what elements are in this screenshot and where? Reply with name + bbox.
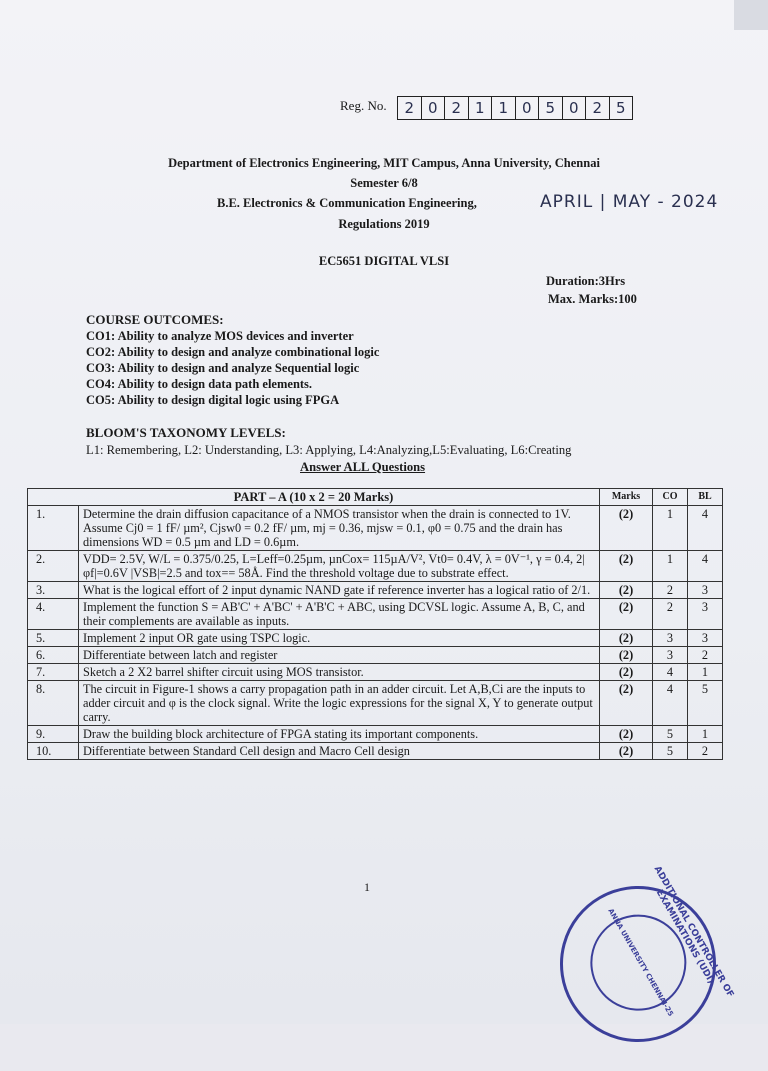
reg-digit: 0 (422, 97, 446, 119)
question-number: 6. (28, 647, 79, 664)
question-text: VDD= 2.5V, W/L = 0.375/0.25, L=Leff=0.25µm, µnCox= 115µA/V², Vt0= 0.4V, λ = 0V⁻¹, γ = 0.4, 2|φf|=0.6V |VSB|=2.5 and tox== 58Å. Find the threshold voltage due to substrate effect. (79, 551, 600, 582)
table-row (28, 599, 723, 630)
answer-instruction: Answer ALL Questions (300, 460, 426, 474)
question-co: 1 (653, 551, 688, 582)
question-text: Implement the function S = AB'C' + A'BC' + A'B'C + ABC, using DCVSL logic. Assume A, B, C, and their complements are available as inputs. (79, 599, 600, 630)
blooms-levels: L1: Remembering, L2: Understanding, L3: Applying, L4:Analyzing,L5:Evaluating, L6:Creating (86, 443, 572, 457)
question-marks: (2) (600, 647, 653, 664)
outcomes-list (86, 328, 379, 408)
col-bl: BL (688, 489, 723, 506)
reg-digit: 2 (586, 97, 610, 119)
col-marks: Marks (600, 489, 653, 506)
questions-table (27, 488, 723, 760)
question-bl: 2 (688, 647, 723, 664)
question-number: 7. (28, 664, 79, 681)
question-co: 4 (653, 681, 688, 726)
question-number: 3. (28, 582, 79, 599)
seal-outer-text: ADDITIONAL CONTROLLER OF EXAMINATIONS (UDI) (651, 864, 736, 1000)
question-marks: (2) (600, 681, 653, 726)
reg-digit: 2 (398, 97, 422, 119)
duration: Duration:3Hrs (546, 274, 626, 288)
question-number: 8. (28, 681, 79, 726)
part-title: PART – A (10 x 2 = 20 Marks) (28, 489, 600, 506)
question-text: Determine the drain diffusion capacitance of a NMOS transistor when the drain is connected to 1V. Assume Cj0 = 1 fF/ µm², Cjsw0 = 0.2 fF/ µm, mj = 0.36, mjsw = 0.1, φ0 = 0.75 and the drain has dimensions WD = 0.5 µm and LD = 0.6µm. (79, 506, 600, 551)
question-number: 2. (28, 551, 79, 582)
question-text: The circuit in Figure-1 shows a carry propagation path in an adder circuit. Let A,B,Ci are the inputs to adder circuit and φ is the clock signal. Write the logic expressions for the signal X, Y to generate output carry. (79, 681, 600, 726)
question-number: 5. (28, 630, 79, 647)
semester-line: Semester 6/8 (350, 176, 418, 190)
reg-digit: 0 (563, 97, 587, 119)
reg-digit: 5 (539, 97, 563, 119)
table-row (28, 726, 723, 743)
question-text: Differentiate between Standard Cell design and Macro Cell design (79, 743, 600, 760)
table-row (28, 664, 723, 681)
reg-digit: 1 (492, 97, 516, 119)
question-marks: (2) (600, 506, 653, 551)
question-co: 3 (653, 630, 688, 647)
question-number: 1. (28, 506, 79, 551)
question-marks: (2) (600, 551, 653, 582)
outcome-item: CO5: Ability to design digital logic using FPGA (86, 393, 340, 407)
question-co: 4 (653, 664, 688, 681)
question-bl: 5 (688, 681, 723, 726)
outcome-item: CO2: Ability to design and analyze combinational logic (86, 345, 380, 359)
question-number: 10. (28, 743, 79, 760)
question-bl: 3 (688, 599, 723, 630)
outcomes-title: COURSE OUTCOMES: (86, 312, 224, 327)
reg-digit: 1 (469, 97, 493, 119)
outcome-item: CO3: Ability to design and analyze Sequential logic (86, 361, 360, 375)
table-row (28, 582, 723, 599)
col-co: CO (653, 489, 688, 506)
question-co: 2 (653, 599, 688, 630)
question-text: Sketch a 2 X2 barrel shifter circuit using MOS transistor. (79, 664, 600, 681)
department-line: Department of Electronics Engineering, MIT Campus, Anna University, Chennai (168, 156, 600, 170)
reg-no-boxes (397, 96, 633, 120)
outcome-item: CO1: Ability to analyze MOS devices and inverter (86, 329, 354, 343)
reg-digit: 0 (516, 97, 540, 119)
question-text: Differentiate between latch and register (79, 647, 600, 664)
question-number: 4. (28, 599, 79, 630)
page-corner (734, 0, 768, 30)
question-marks: (2) (600, 726, 653, 743)
seal-inner-text: ANNA UNIVERSITY CHENNAI-25 (606, 907, 675, 1018)
question-marks: (2) (600, 630, 653, 647)
question-text: Implement 2 input OR gate using TSPC logic. (79, 630, 600, 647)
page-number: 1 (364, 880, 370, 894)
question-marks: (2) (600, 664, 653, 681)
table-row (28, 647, 723, 664)
question-text: What is the logical effort of 2 input dynamic NAND gate if reference inverter has a logical ratio of 2/1. (79, 582, 600, 599)
question-co: 5 (653, 743, 688, 760)
table-row (28, 630, 723, 647)
question-marks: (2) (600, 582, 653, 599)
question-co: 5 (653, 726, 688, 743)
regulations-line: Regulations 2019 (338, 217, 430, 231)
question-text: Draw the building block architecture of FPGA stating its important components. (79, 726, 600, 743)
question-marks: (2) (600, 599, 653, 630)
question-bl: 1 (688, 726, 723, 743)
table-row (28, 681, 723, 726)
handwritten-session: APRIL | MAY - 2024 (540, 192, 719, 212)
question-co: 2 (653, 582, 688, 599)
course-title: EC5651 DIGITAL VLSI (318, 254, 450, 268)
question-co: 1 (653, 506, 688, 551)
programme-line: B.E. Electronics & Communication Engineering, (217, 196, 477, 210)
reg-digit: 5 (615, 99, 626, 117)
table-header-row (28, 489, 723, 506)
table-row (28, 506, 723, 551)
question-bl: 3 (688, 582, 723, 599)
reg-no-label: Reg. No. (340, 98, 387, 113)
question-co: 3 (653, 647, 688, 664)
table-row (28, 743, 723, 760)
question-bl: 3 (688, 630, 723, 647)
outcome-item: CO4: Ability to design data path elements. (86, 377, 313, 391)
question-bl: 2 (688, 743, 723, 760)
max-marks: Max. Marks:100 (548, 292, 637, 306)
question-bl: 1 (688, 664, 723, 681)
reg-digit: 2 (445, 97, 469, 119)
blooms-title: BLOOM'S TAXONOMY LEVELS: (86, 425, 286, 440)
question-number: 9. (28, 726, 79, 743)
question-bl: 4 (688, 506, 723, 551)
question-marks: (2) (600, 743, 653, 760)
table-row (28, 551, 723, 582)
question-bl: 4 (688, 551, 723, 582)
